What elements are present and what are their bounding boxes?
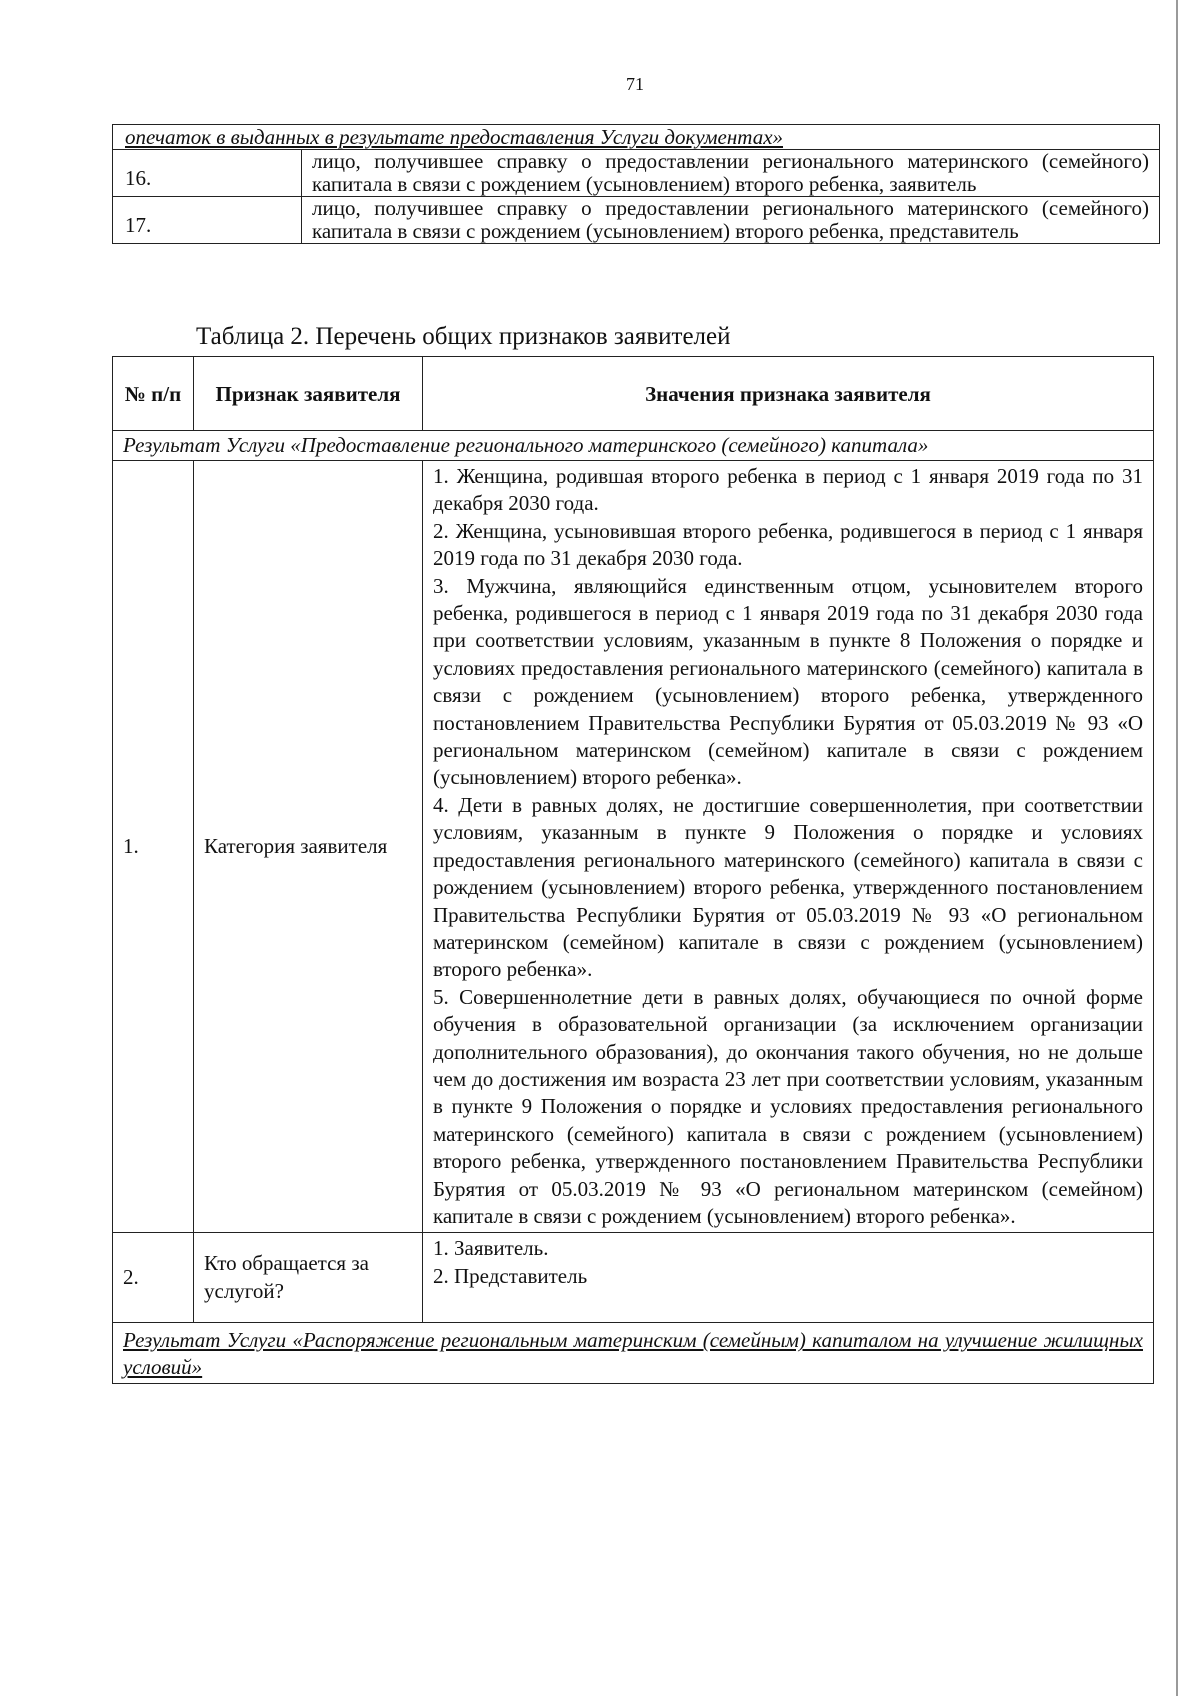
row-label: Кто обращается за услугой? [194, 1233, 423, 1323]
row-label: Категория заявителя [194, 461, 423, 1233]
row-number: 2. [113, 1233, 194, 1323]
column-header-number: № п/п [113, 357, 194, 431]
value-item: 2. Женщина, усыновившая второго ребенка, родившегося в период с 1 января 2019 года по 31 декабря 2030 года. [433, 518, 1143, 571]
column-header-sign: Признак заявителя [194, 357, 423, 431]
section-row [113, 1323, 1154, 1384]
value-item: 4. Дети в равных долях, не достигшие совершеннолетия, при соответствии условиям, указанным в пункте 9 Положения о порядке и условиях предоставления регионального материнского (семейного) капитала в связи с рождением (усыновлением) второго ребенка, утвержденного постановлением Правительства Республики Бурятия от 05.03.2019 № 93 «О региональном материнском (семейном) капитале в связи с рождением (усыновлением) второго ребенка». [433, 792, 1143, 982]
section-title: Результат Услуги «Предоставление регионального материнского (семейного) капитала» [113, 431, 1154, 461]
page-edge-line [1176, 0, 1178, 1696]
section-title-text: Результат Услуги «Распоряжение региональным материнским (семейным) капиталом на улучшение жилищных условий» [123, 1328, 1143, 1380]
value-item: 1. Заявитель. [433, 1236, 549, 1261]
table-1-header-row [113, 125, 1160, 150]
value-item: 3. Мужчина, являющийся единственным отцом, усыновителем второго ребенка, родившегося в период с 1 января 2019 года по 31 декабря 2030 года при соответствии условиям, указанным в пункте 8 Положения о порядке и условиях предоставления регионального материнского (семейного) капитала в связи с рождением (усыновлением) второго ребенка, утвержденного постановлением Правительства Республики Бурятия от 05.03.2019 № 93 «О региональном материнском (семейном) капитале в связи с рождением (усыновлением) второго ребенка». [433, 573, 1143, 790]
row-number: 16. [113, 150, 302, 197]
table-row [113, 150, 1160, 197]
table-row [113, 461, 1154, 1233]
table-row [113, 197, 1160, 244]
table-1-header-text: опечаток в выданных в результате предоставления Услуги документах» [113, 125, 1160, 150]
value-item: 1. Женщина, родившая второго ребенка в период с 1 января 2019 года по 31 декабря 2030 года. [433, 464, 1143, 516]
table-2-header-row [113, 357, 1154, 431]
value-item: 5. Совершеннолетние дети в равных долях, обучающиеся по очной форме обучения в образовательной организации (за исключением организации дополнительного образования), до окончания такого обучения, но не дольше чем до достижения им возраста 23 лет при соответствии условиям, указанным в пункте 9 Положения о порядке и условиях предоставления регионального материнского (семейного) капитала в связи с рождением (усыновлением) второго ребенка, утвержденного постановлением Правительства Республики Бурятия от 05.03.2019 № 93 «О региональном материнском (семейном) капитале в связи с рождением (усыновлением) второго ребенка». [433, 984, 1143, 1228]
row-values [423, 461, 1154, 1233]
row-values [423, 1233, 1154, 1323]
section-row [113, 431, 1154, 461]
page-number: 71 [626, 74, 644, 94]
table-2-caption: Таблица 2. Перечень общих признаков заявителей [196, 323, 731, 350]
table-1-continuation [112, 124, 1160, 244]
section-title [113, 1323, 1154, 1384]
row-number: 1. [113, 461, 194, 1233]
row-number: 17. [113, 197, 302, 244]
row-text: лицо, получившее справку о предоставлении регионального материнского (семейного) капитала в связи с рождением (усыновлением) второго ребенка, представитель [302, 197, 1160, 244]
table-row [113, 1233, 1154, 1323]
table-2-applicant-signs [112, 356, 1154, 1384]
row-text: лицо, получившее справку о предоставлении регионального материнского (семейного) капитала в связи с рождением (усыновлением) второго ребенка, заявитель [302, 150, 1160, 197]
value-item: 2. Представитель [433, 1263, 588, 1288]
column-header-values: Значения признака заявителя [423, 357, 1154, 431]
